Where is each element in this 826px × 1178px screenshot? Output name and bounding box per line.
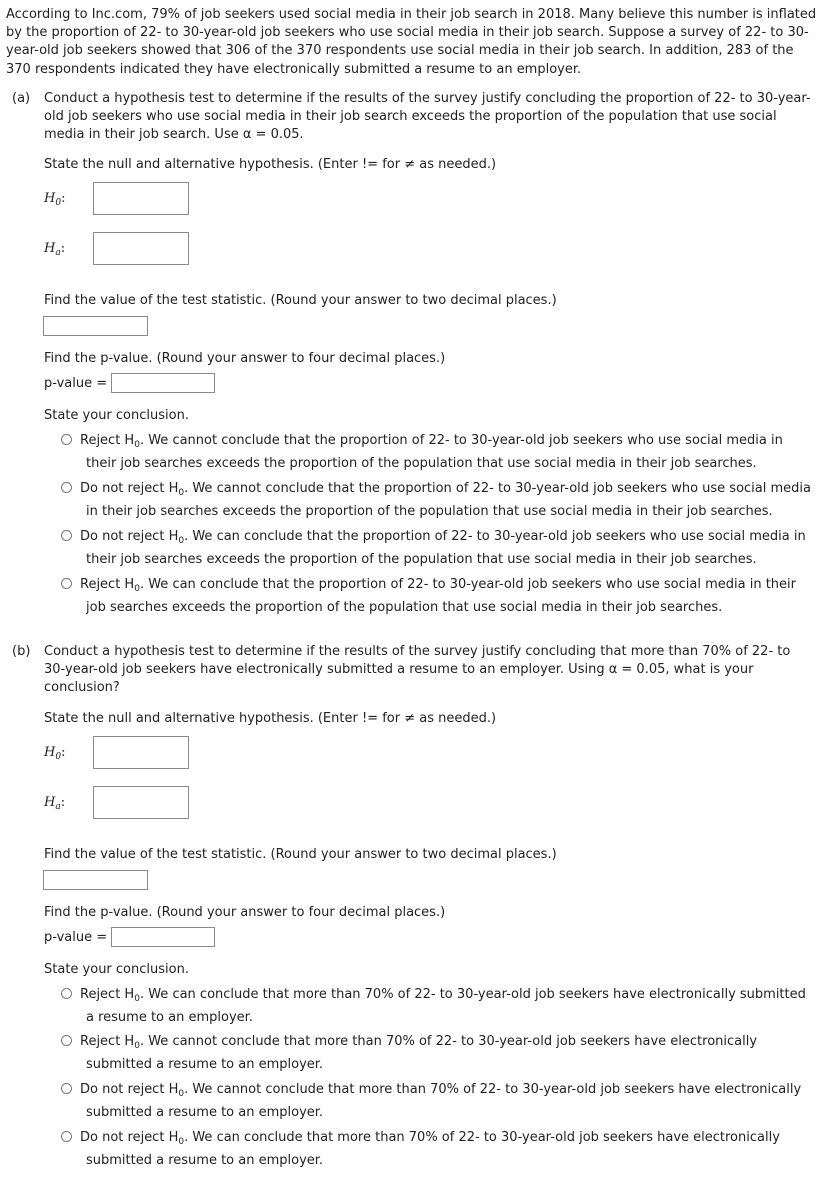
part-b-h0-input[interactable] [93, 736, 189, 769]
part-b-question-line3: conclusion? [44, 680, 120, 695]
problem-intro: According to Inc.com, 79% of job seekers used social media in their job search in 2018. Many believe this number is inflated by the proportion of 22- to 30-year-old job seekers who use social media in their job search. Suppose a survey of 22- to 30-year-old job seekers showed that 306 of the 370 respondents use social media in their job search. In addition, 283 of the 370 respondents indicated they have electronically submitted a resume to an employer. [6, 7, 817, 77]
part-b-option-2-radio[interactable] [61, 1035, 72, 1046]
part-b-option-1[interactable]: Reject $H_0$. We can conclude that more than 70% of 22- to 30-year-old job seekers have electronically submitted a resume to an employer. [80, 987, 806, 1025]
part-b-p-value-prompt: Find the p-value. (Round your answer to four decimal places.) [44, 905, 446, 920]
part-b-option-4-radio[interactable] [61, 1131, 72, 1142]
part-a-tag: (a) [12, 91, 31, 106]
part-a-state-hypothesis: State the null and alternative hypothesis. (Enter != for ≠ as needed.) [44, 157, 497, 172]
part-b-test-statistic-input[interactable] [43, 870, 148, 890]
part-a-question-line3: media in their job search. Use α = 0.05. [44, 127, 304, 142]
part-a-conclusion-prompt: State your conclusion. [44, 408, 189, 423]
part-b-p-value-input[interactable] [111, 927, 215, 947]
part-a-h0-input[interactable] [93, 182, 189, 215]
part-a-p-value-prompt: Find the p-value. (Round your answer to four decimal places.) [44, 351, 446, 366]
part-a-p-value-input[interactable] [111, 373, 215, 393]
part-b-ha-label: $H_a$: [44, 795, 66, 812]
part-a-test-statistic-input[interactable] [43, 316, 148, 336]
part-a-option-1[interactable]: Reject $H_0$. We cannot conclude that the proportion of 22- to 30-year-old job seekers who use social media in their job searches exceeds the proportion of the population that use social media in their job searches. [80, 433, 783, 471]
part-b-option-3-radio[interactable] [61, 1083, 72, 1094]
part-a-option-3-radio[interactable] [61, 530, 72, 541]
part-a-question-line1: Conduct a hypothesis test to determine if the results of the survey justify concluding the proportion of 22- to 30-year- [44, 91, 811, 106]
part-a-ha-label: $H_a$: [44, 241, 66, 258]
part-a-question-line2: old job seekers who use social media in their job search exceeds the proportion of the population that use social [44, 109, 777, 124]
part-a-option-2[interactable]: Do not reject $H_0$. We cannot conclude that the proportion of 22- to 30-year-old job seekers who use social media in their job searches exceeds the proportion of the population that use social media in their job searches. [80, 481, 811, 519]
part-b-option-4[interactable]: Do not reject $H_0$. We can conclude that more than 70% of 22- to 30-year-old job seekers have electronically submitted a resume to an employer. [80, 1130, 780, 1168]
part-a-option-4[interactable]: Reject $H_0$. We can conclude that the proportion of 22- to 30-year-old job seekers who use social media in their job searches exceeds the proportion of the population that use social media in their job searches. [80, 577, 796, 615]
part-b-option-3[interactable]: Do not reject $H_0$. We cannot conclude that more than 70% of 22- to 30-year-old job seekers have electronically submitted a resume to an employer. [80, 1082, 802, 1120]
part-a-option-4-radio[interactable] [61, 578, 72, 589]
part-b-ha-input[interactable] [93, 786, 189, 819]
part-a-test-statistic-prompt: Find the value of the test statistic. (Round your answer to two decimal places.) [44, 293, 557, 308]
part-b-p-value-label: p-value = [44, 930, 108, 945]
part-b-option-1-radio[interactable] [61, 988, 72, 999]
part-a-option-1-radio[interactable] [61, 434, 72, 445]
part-b-option-2[interactable]: Reject $H_0$. We cannot conclude that more than 70% of 22- to 30-year-old job seekers have electronically submitted a resume to an employer. [80, 1034, 758, 1072]
part-b-tag: (b) [12, 644, 31, 659]
part-b-h0-label: $H_0$: [44, 745, 66, 762]
part-b-question-line2: 30-year-old job seekers have electronically submitted a resume to an employer. Using α = 0.05, what is your [44, 662, 754, 677]
part-a-option-3[interactable]: Do not reject $H_0$. We can conclude that the proportion of 22- to 30-year-old job seekers who use social media in their job searches exceeds the proportion of the population that use social media in their job searches. [80, 529, 806, 567]
part-a-p-value-label: p-value = [44, 376, 108, 391]
part-b-test-statistic-prompt: Find the value of the test statistic. (Round your answer to two decimal places.) [44, 847, 557, 862]
part-a-option-2-radio[interactable] [61, 482, 72, 493]
part-b-question-line1: Conduct a hypothesis test to determine if the results of the survey justify concluding that more than 70% of 22- to [44, 644, 791, 659]
part-b-conclusion-prompt: State your conclusion. [44, 962, 189, 977]
part-a-ha-input[interactable] [93, 232, 189, 265]
part-a-h0-label: $H_0$: [44, 191, 66, 208]
part-b-state-hypothesis: State the null and alternative hypothesis. (Enter != for ≠ as needed.) [44, 711, 497, 726]
